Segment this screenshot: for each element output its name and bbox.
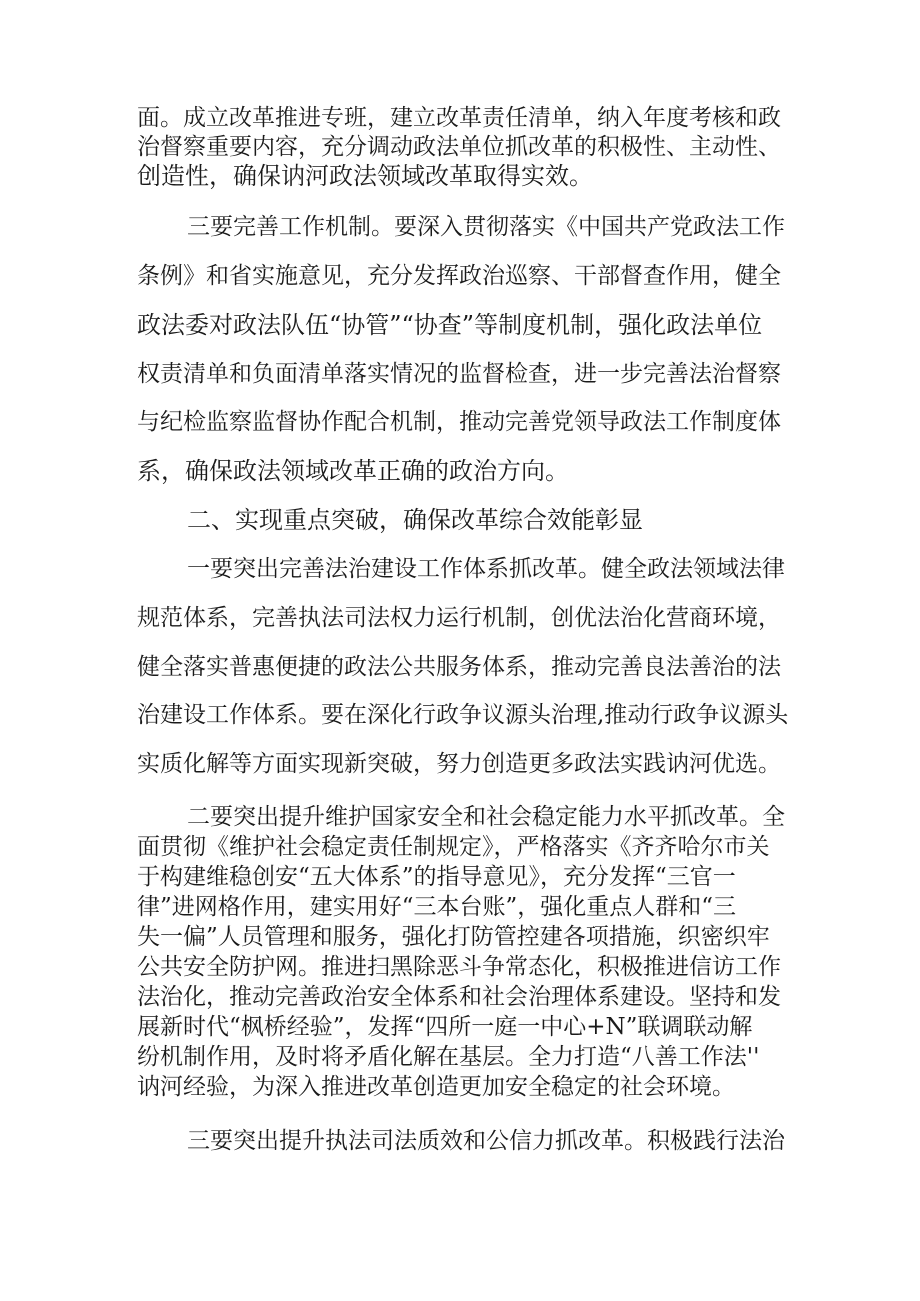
text-line: 面。成立改革推进专班，建立改革责任清单，纳入年度考核和政: [137, 105, 781, 131]
text-line: 三要突出提升执法司法质效和公信力抓改革。积极践行法治: [187, 1128, 785, 1154]
text-line: 面贯彻《维护社会稳定责任制规定》，严格落实《齐齐哈尔市关: [137, 834, 770, 860]
text-line: 法治化，推动完善政治安全体系和社会治理体系建设。坚持和发: [137, 984, 781, 1010]
text-line: 健全落实普惠便捷的政法公共服务体系，推动完善良法善治的法: [137, 654, 781, 680]
text-line: 治督察重要内容，充分调动政法单位抓改革的积极性、主动性、: [137, 134, 781, 160]
text-line: 三要完善工作机制。要深入贯彻落实《中国共产党政法工作: [187, 214, 785, 240]
text-line: 失一偏”人员管理和服务，强化打防管控建各项措施，织密织牢: [137, 924, 770, 950]
text-line: 规范体系，完善执法司法权力运行机制，创优法治化营商环境，: [137, 605, 781, 631]
text-line: 讷河经验，为深入推进改革创造更加安全稳定的社会环境。: [137, 1074, 735, 1100]
text-line: 治建设工作体系。要在深化行政争议源头治理,推动行政争议源头: [137, 702, 789, 728]
text-line: 一要突出完善法治建设工作体系抓改革。健全政法领域法律: [187, 556, 785, 582]
text-line: 与纪检监察监督协作配合机制，推动完善党领导政法工作制度体: [137, 409, 781, 435]
section-heading: 二、实现重点突破，确保改革综合效能彰显: [187, 506, 643, 534]
text-line: 政法委对政法队伍“协管”“协查”等制度机制，强化政法单位: [137, 311, 763, 339]
text-line: 纷机制作用，及时将矛盾化解在基层。全力打造“八善工作法'': [137, 1044, 760, 1070]
text-line: 条例》和省实施意见，充分发挥政治巡察、干部督查作用，健全: [137, 263, 781, 289]
text-line: 权责清单和负面清单落实情况的监督检查，进一步完善法治督察: [137, 361, 781, 387]
text-line: 公共安全防护网。推进扫黑除恶斗争常态化，积极推进信访工作: [137, 954, 781, 980]
text-line: 创造性，确保讷河政法领域改革取得实效。: [137, 162, 593, 190]
text-line: 系，确保政法领域改革正确的政治方向。: [137, 457, 569, 485]
text-line: 二要突出提升维护国家安全和社会稳定能力水平抓改革。全: [187, 804, 785, 830]
text-line: 实质化解等方面实现新突破，努力创造更多政法实践讷河优选。: [137, 751, 781, 777]
text-line: 于构建维稳创安“五大体系”的指导意见》，充分发挥“三官一: [137, 864, 736, 890]
text-line: 展新时代“枫桥经验”，发挥“四所一庭一中心+N”联调联动解: [137, 1014, 753, 1040]
text-line: 律”进网格作用，建实用好“三本台账”，强化重点人群和“三: [137, 894, 737, 920]
